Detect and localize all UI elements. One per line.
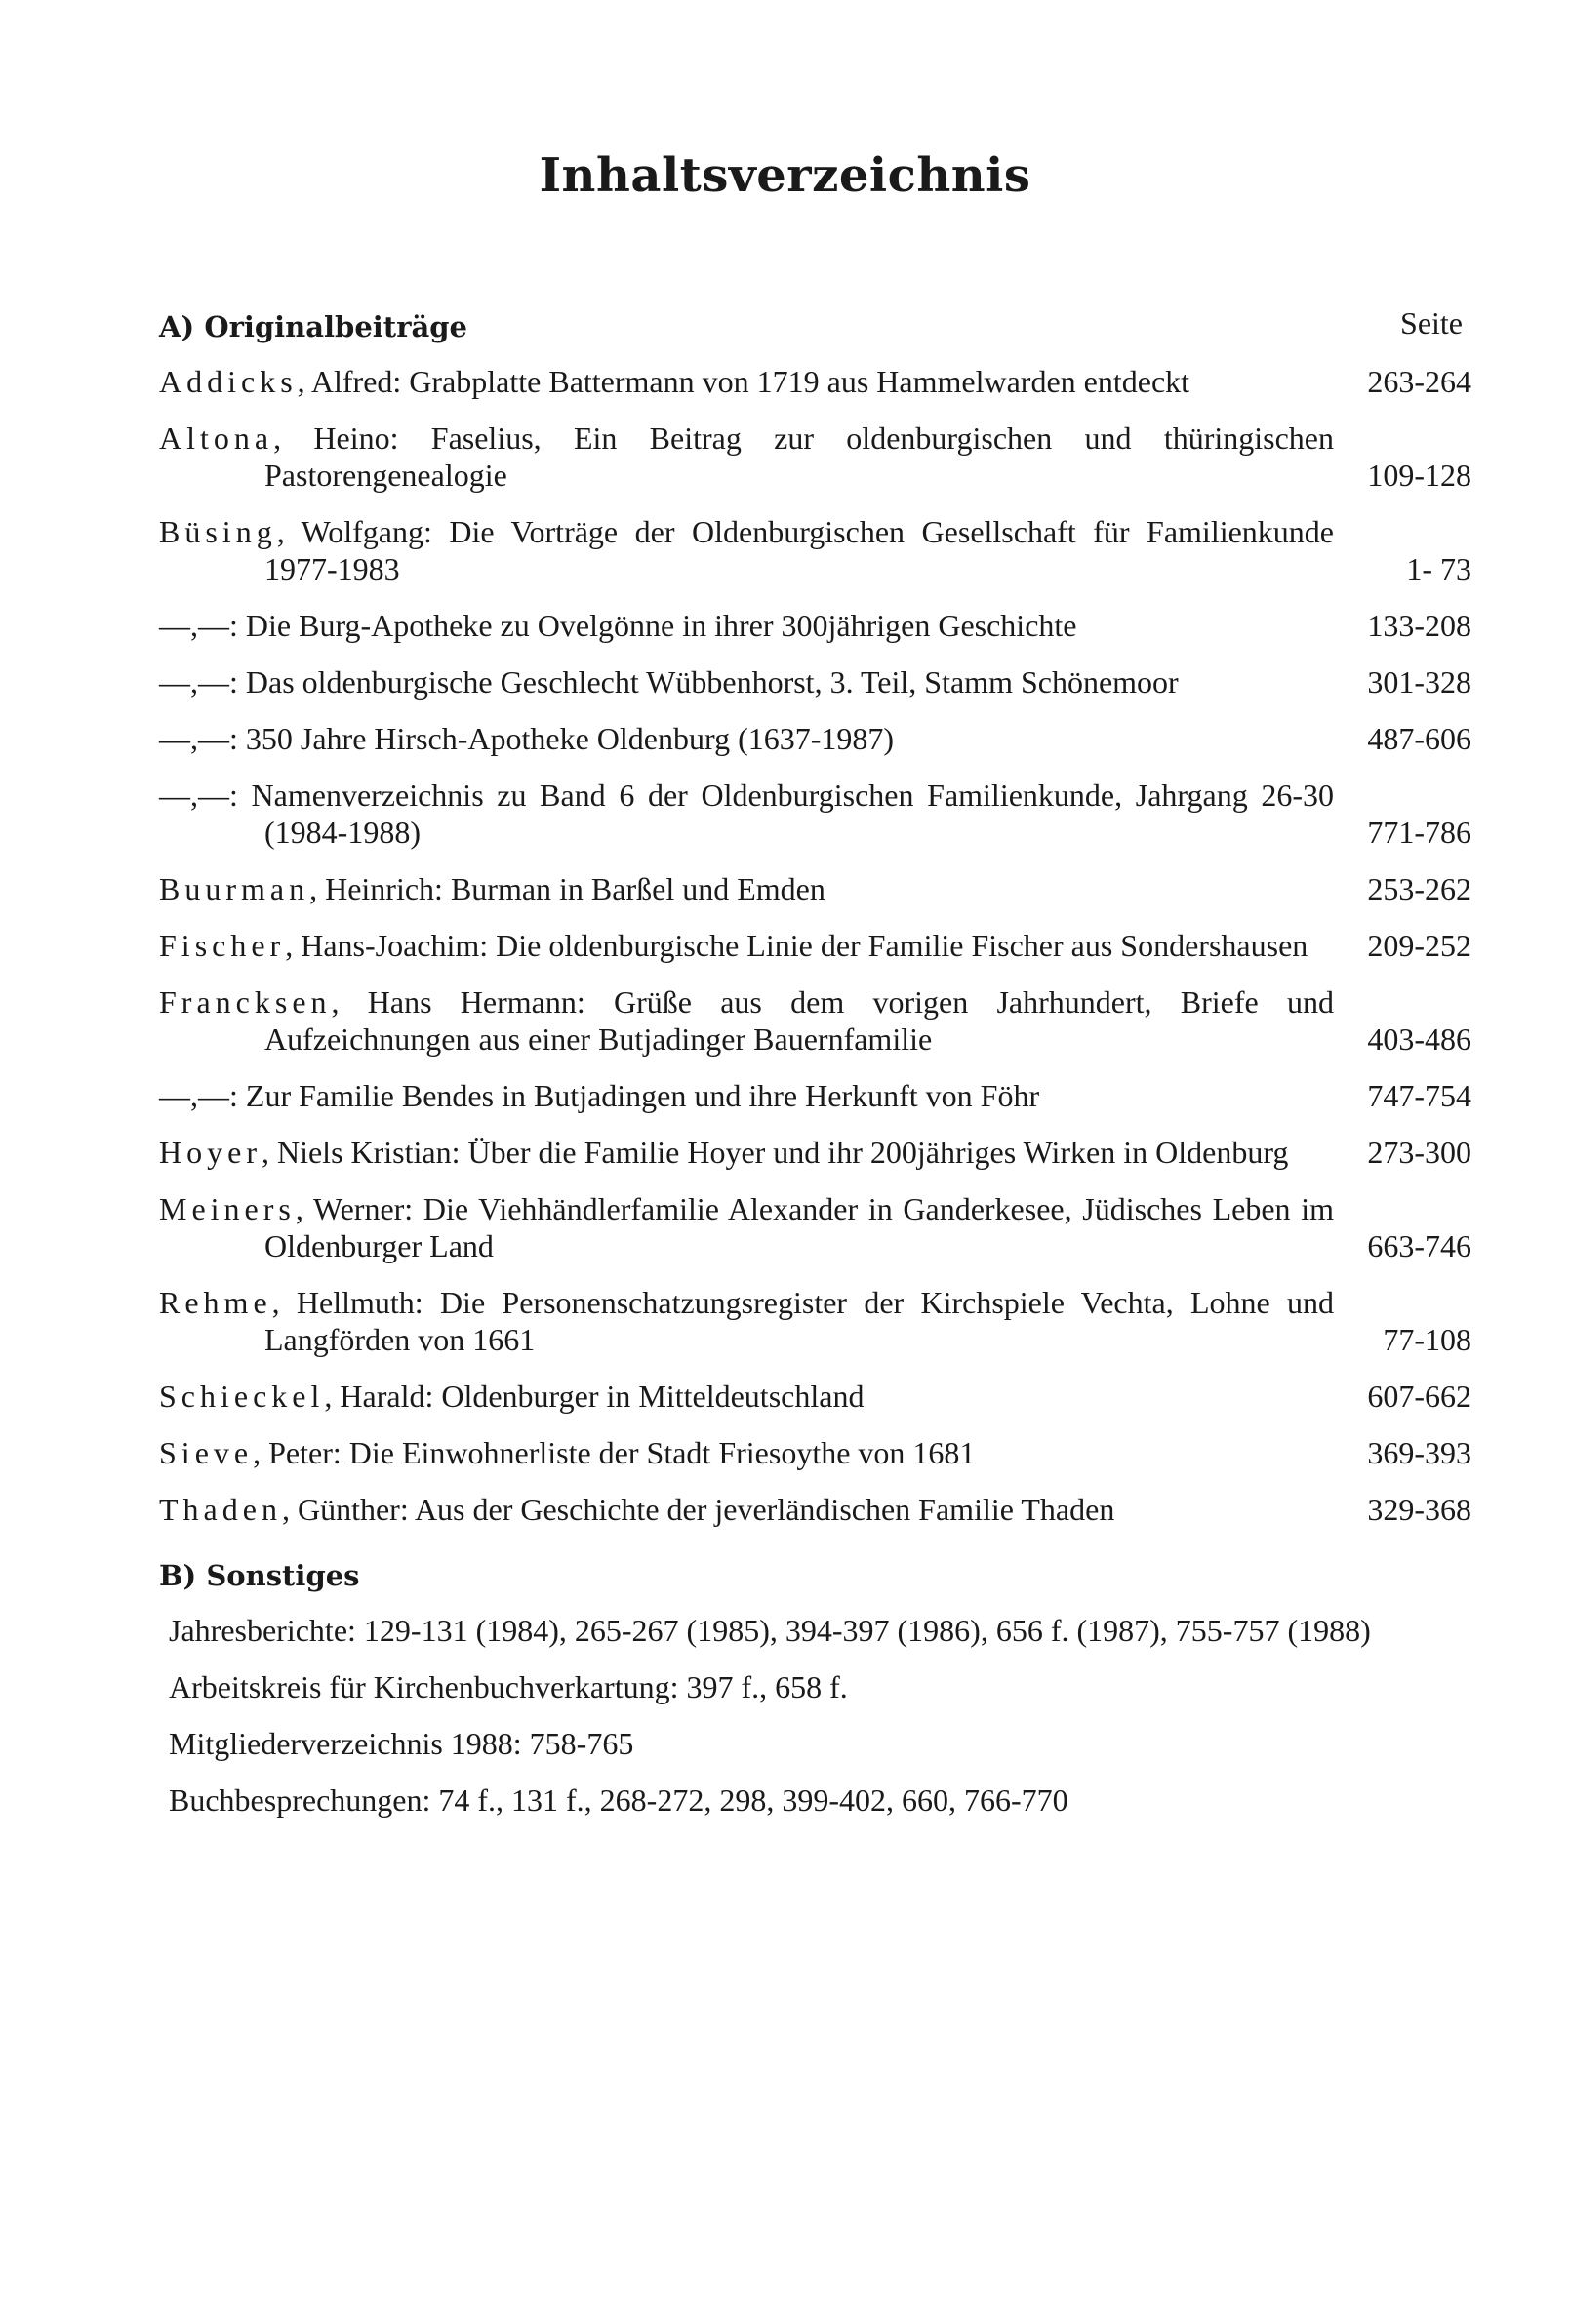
toc-entry-title: , Werner: Die Viehhändlerfamilie Alexander in Ganderkesee, Jüdisches Leben im Oldenburger Land <box>264 1191 1334 1263</box>
toc-entry <box>159 777 1471 851</box>
toc-entry-text <box>159 777 1334 851</box>
toc-entry-pages: 403-486 <box>1367 1022 1471 1057</box>
toc-entry-title: , Hellmuth: Die Personenschatzungsregister der Kirchspiele Vechta, Lohne und Langförden von 1661 <box>264 1285 1334 1357</box>
toc-entry-text <box>159 363 1334 400</box>
toc-entry-title: , Hans Hermann: Grüße aus dem vorigen Jahrhundert, Briefe und Aufzeichnungen aus einer Butjadinger Bauernfamilie <box>264 984 1334 1057</box>
toc-entry-pages: 487-606 <box>1367 721 1471 756</box>
toc-entry-pages: 747-754 <box>1367 1078 1471 1113</box>
toc-entry-pages: 209-252 <box>1367 928 1471 963</box>
page-title: Inhaltsverzeichnis <box>539 148 1031 203</box>
toc-entry-title: —,—: Namenverzeichnis zu Band 6 der Oldenburgischen Familienkunde, Jahrgang 26-30 (1984-1988) <box>159 778 1334 850</box>
toc-entry-title: , Heino: Faselius, Ein Beitrag zur oldenburgischen und thüringischen Pastorengenealogie <box>264 421 1334 493</box>
toc-entry-pages: 1- 73 <box>1406 551 1471 586</box>
toc-entry-text <box>159 1378 1334 1415</box>
toc-entry-title: , Peter: Die Einwohnerliste der Stadt Friesoythe von 1681 <box>253 1435 976 1470</box>
toc-entry-author: Fischer <box>159 928 286 963</box>
misc-item: Jahresberichte: 129-131 (1984), 265-267 (1985), 394-397 (1986), 656 f. (1987), 755-757 (1988) <box>169 1613 1371 1648</box>
toc-entry-title: , Günther: Aus der Geschichte der jeverländischen Familie Thaden <box>281 1492 1115 1527</box>
toc-entry-author: Hoyer <box>159 1135 262 1170</box>
toc-entry-author: Thaden <box>159 1492 282 1527</box>
toc-entry-pages: 77-108 <box>1383 1322 1471 1357</box>
toc-entry-pages: 253-262 <box>1367 871 1471 906</box>
toc-entry <box>159 870 1471 907</box>
toc-entry-title: —,—: Das oldenburgische Geschlecht Wübbenhorst, 3. Teil, Stamm Schönemoor <box>159 664 1179 700</box>
toc-entry <box>159 1134 1471 1171</box>
toc-entry <box>159 1284 1471 1358</box>
toc-entry-text <box>159 1134 1334 1171</box>
toc-entry-title: , Niels Kristian: Über die Familie Hoyer und ihr 200jähriges Wirken in Oldenburg <box>261 1135 1289 1170</box>
toc-entry-text <box>159 1434 1334 1471</box>
toc-entry <box>159 927 1471 964</box>
toc-entry <box>159 363 1471 400</box>
toc-entry <box>159 1378 1471 1415</box>
section-b-heading: B) Sonstiges <box>159 1559 360 1592</box>
toc-entry-pages: 301-328 <box>1367 664 1471 700</box>
toc-entry <box>159 720 1471 757</box>
toc-entry <box>159 420 1471 494</box>
toc-entry-text <box>159 607 1334 644</box>
toc-entry-pages: 273-300 <box>1367 1135 1471 1170</box>
toc-entries <box>159 363 1471 1547</box>
toc-entry-text <box>159 1491 1334 1528</box>
toc-entry <box>159 1491 1471 1528</box>
toc-entry-title: —,—: Zur Familie Bendes in Butjadingen und ihre Herkunft von Föhr <box>159 1078 1040 1113</box>
toc-entry-pages: 771-786 <box>1367 815 1471 850</box>
toc-entry-pages: 109-128 <box>1367 458 1471 493</box>
toc-entry-author: Rehme <box>159 1285 272 1320</box>
toc-entry-author: Büsing <box>159 514 277 549</box>
toc-entry <box>159 513 1471 587</box>
misc-item: Buchbesprechungen: 74 f., 131 f., 268-272, 298, 399-402, 660, 766-770 <box>169 1783 1068 1818</box>
toc-entry-author: Altona <box>159 421 274 456</box>
toc-entry-text <box>159 513 1334 587</box>
section-a-heading: A) Originalbeiträge <box>159 310 467 343</box>
toc-entry-title: , Wolfgang: Die Vorträge der Oldenburgischen Gesellschaft für Familienkunde 1977-1983 <box>264 514 1334 586</box>
toc-entry-author: Buurman <box>159 871 310 906</box>
toc-entry-text <box>159 420 1334 494</box>
misc-list <box>169 1612 1389 1838</box>
toc-entry <box>159 663 1471 701</box>
toc-entry-title: , Heinrich: Burman in Barßel und Emden <box>309 871 825 906</box>
toc-entry <box>159 1434 1471 1471</box>
toc-entry-pages: 329-368 <box>1367 1492 1471 1527</box>
toc-entry <box>159 983 1471 1058</box>
toc-entry-text <box>159 870 1334 907</box>
toc-entry <box>159 1190 1471 1264</box>
toc-entry-text <box>159 1190 1334 1264</box>
toc-entry-author: Schieckel <box>159 1379 325 1414</box>
toc-entry-title: —,—: Die Burg-Apotheke zu Ovelgönne in ihrer 300jährigen Geschichte <box>159 608 1077 643</box>
toc-entry-title: , Alfred: Grabplatte Battermann von 1719 aus Hammelwarden entdeckt <box>297 364 1190 399</box>
toc-entry-text <box>159 1077 1334 1114</box>
toc-entry-pages: 607-662 <box>1367 1379 1471 1414</box>
toc-entry-pages: 133-208 <box>1367 608 1471 643</box>
toc-entry-text <box>159 1284 1334 1358</box>
toc-entry-author: Sieve <box>159 1435 254 1470</box>
toc-entry-pages: 663-746 <box>1367 1228 1471 1263</box>
toc-entry-title: , Harald: Oldenburger in Mitteldeutschland <box>324 1379 865 1414</box>
toc-entry <box>159 607 1471 644</box>
misc-item: Mitgliederverzeichnis 1988: 758-765 <box>169 1726 634 1761</box>
toc-entry-text <box>159 927 1334 964</box>
misc-item: Arbeitskreis für Kirchenbuchverkartung: 397 f., 658 f. <box>169 1669 848 1704</box>
toc-entry-text <box>159 663 1334 701</box>
toc-entry-pages: 369-393 <box>1367 1435 1471 1470</box>
toc-entry-text <box>159 720 1334 757</box>
toc-entry-title: , Hans-Joachim: Die oldenburgische Linie der Familie Fischer aus Sondershausen <box>285 928 1308 963</box>
toc-entry-author: Meiners <box>159 1191 296 1226</box>
toc-entry <box>159 1077 1471 1114</box>
page-column-label: Seite <box>1400 305 1463 341</box>
toc-entry-title: —,—: 350 Jahre Hirsch-Apotheke Oldenburg (1637-1987) <box>159 721 895 756</box>
toc-entry-text <box>159 983 1334 1058</box>
toc-entry-pages: 263-264 <box>1367 364 1471 399</box>
toc-entry-author: Addicks <box>159 364 298 399</box>
toc-entry-author: Francksen <box>159 984 332 1020</box>
